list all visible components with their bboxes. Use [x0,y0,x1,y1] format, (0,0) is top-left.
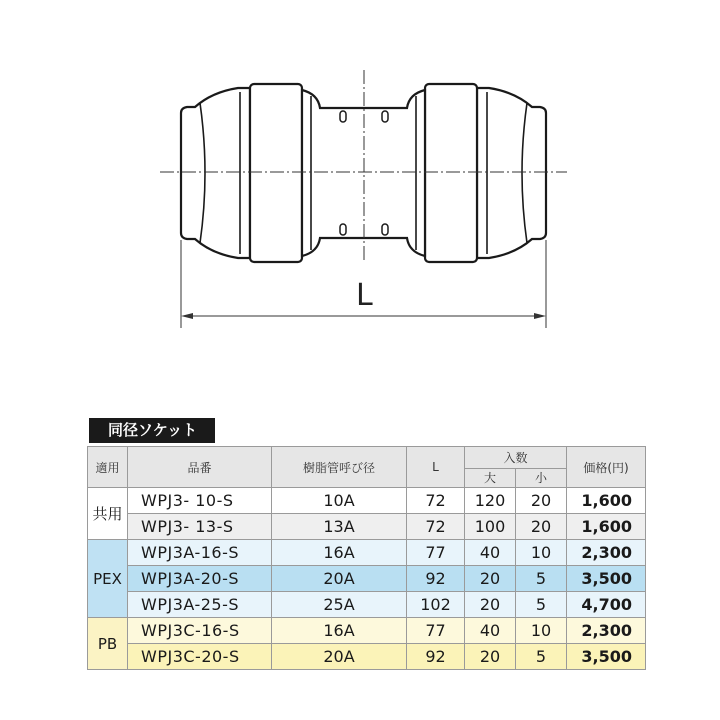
qty-large: 120 [465,488,516,514]
part-number: WPJ3A-20-S [128,566,272,592]
group-label: PEX [88,540,128,618]
section-title: 同径ソケット [89,418,215,443]
length: 77 [407,540,465,566]
table-row [88,618,646,644]
part-number: WPJ3C-16-S [128,618,272,644]
length: 77 [407,618,465,644]
header-qty-large: 大 [465,468,516,487]
qty-small: 10 [516,540,567,566]
qty-large: 20 [465,644,516,670]
qty-small: 5 [516,644,567,670]
qty-small: 20 [516,488,567,514]
qty-large: 100 [465,514,516,540]
qty-large: 20 [465,566,516,592]
pipe-size: 20A [272,566,407,592]
pipe-size: 13A [272,514,407,540]
header-qty-small: 小 [516,468,567,487]
price: 1,600 [567,514,646,540]
part-number: WPJ3C-20-S [128,644,272,670]
table-row [88,644,646,670]
pipe-size: 16A [272,618,407,644]
price: 4,700 [567,592,646,618]
price: 1,600 [567,488,646,514]
pipe-size: 16A [272,540,407,566]
header-qty: 入数 [465,447,567,469]
header-price: 価格(円) [567,447,646,488]
qty-small: 5 [516,592,567,618]
group-label: 共用 [88,488,128,540]
table-row [88,488,646,514]
header-length: L [407,447,465,488]
table-row [88,592,646,618]
part-number: WPJ3A-25-S [128,592,272,618]
part-number: WPJ3A-16-S [128,540,272,566]
part-number: WPJ3- 13-S [128,514,272,540]
table-row [88,540,646,566]
table-row [88,514,646,540]
header-use: 適用 [88,447,128,488]
length: 92 [407,566,465,592]
price: 3,500 [567,566,646,592]
header-part-no: 品番 [128,447,272,488]
qty-large: 20 [465,592,516,618]
qty-large: 40 [465,618,516,644]
header-pipe-size: 樹脂管呼び径 [272,447,407,488]
qty-large: 40 [465,540,516,566]
price: 3,500 [567,644,646,670]
pipe-size: 10A [272,488,407,514]
dimension-label: L [356,278,373,313]
qty-small: 5 [516,566,567,592]
qty-small: 10 [516,618,567,644]
length: 72 [407,488,465,514]
price: 2,300 [567,540,646,566]
spec-table [87,446,646,670]
price: 2,300 [567,618,646,644]
length: 72 [407,514,465,540]
pipe-size: 20A [272,644,407,670]
qty-small: 20 [516,514,567,540]
part-number: WPJ3- 10-S [128,488,272,514]
table-row [88,566,646,592]
dimension-arrow-left [181,313,193,319]
length: 102 [407,592,465,618]
group-label: PB [88,618,128,670]
dimension-arrow-right [534,313,546,319]
length: 92 [407,644,465,670]
pipe-size: 25A [272,592,407,618]
